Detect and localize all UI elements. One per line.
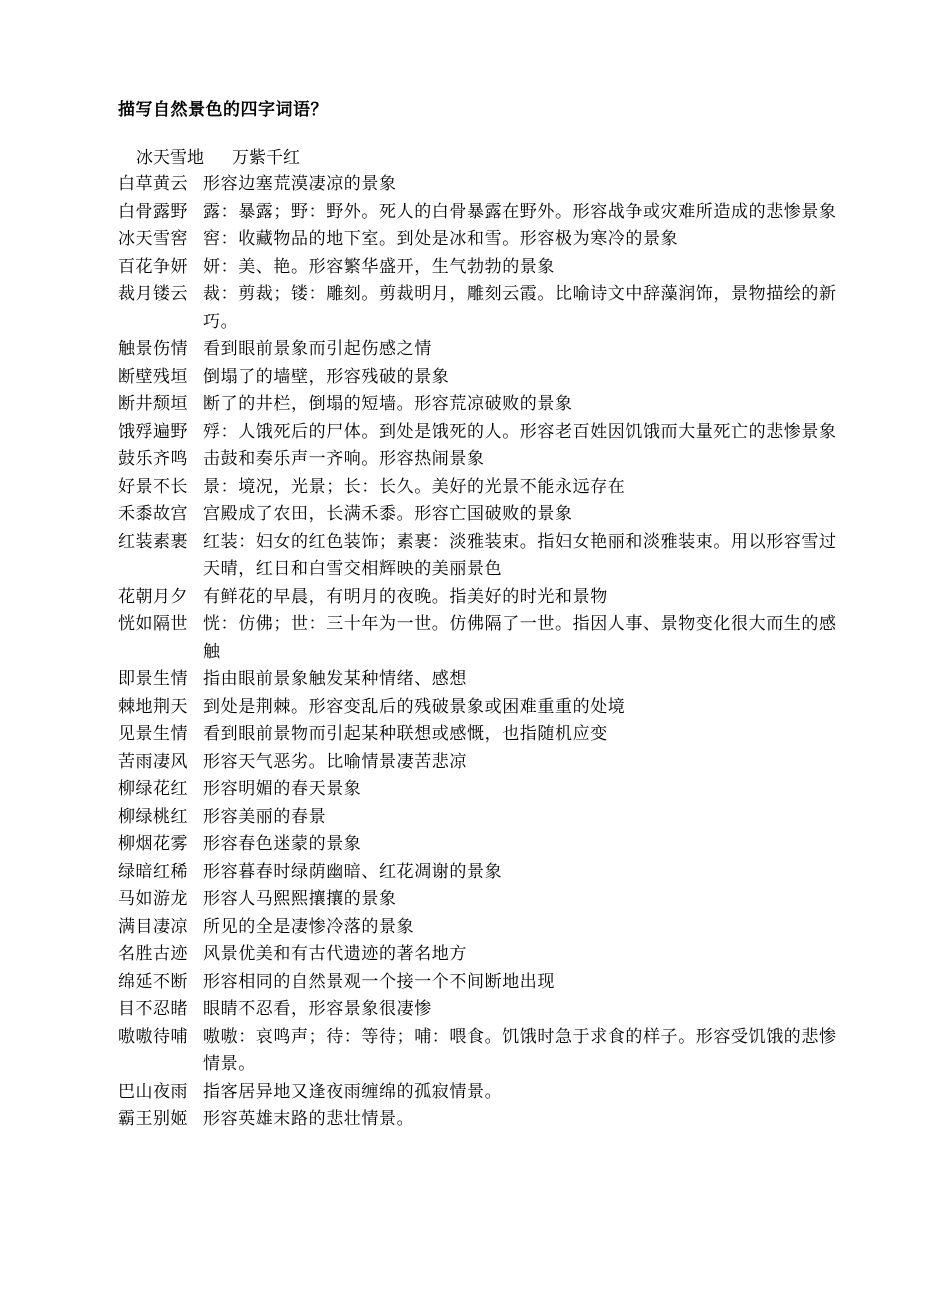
idiom-definition: 到处是荆棘。形容变乱后的残破景象或困难重重的处境 <box>203 696 626 717</box>
idiom-definition: 形容暮春时绿荫幽暗、红花凋谢的景象 <box>203 861 503 882</box>
idiom-definition: 宫殿成了农田，长满禾黍。形容亡国破败的景象 <box>203 504 573 524</box>
idiom-entry <box>118 1079 848 1107</box>
idiom-definition: 形容天气恶劣。比喻情景凄苦悲凉 <box>203 751 467 772</box>
idiom-list <box>118 171 848 1134</box>
idiom-entry <box>118 611 848 666</box>
idiom-definition: 形容春色迷蒙的景象 <box>203 834 362 854</box>
idiom-entry <box>118 694 848 722</box>
idiom-definition: 倒塌了的墙壁，形容残破的景象 <box>203 366 450 387</box>
idiom-term: 嗷嗷待哺 <box>118 1026 188 1047</box>
idiom-entry <box>118 666 848 694</box>
idiom-entry <box>118 171 848 199</box>
idiom-definition: 形容相同的自然景观一个接一个不间断地出现 <box>203 971 555 992</box>
idiom-term: 柳绿花红 <box>118 779 188 799</box>
idiom-definition: 形容人马熙熙攘攘的景象 <box>203 889 397 909</box>
idiom-entry <box>118 776 848 804</box>
idiom-definition: 景：境况，光景；长：长久。美好的光景不能永远存在 <box>203 476 626 497</box>
idiom-entry <box>118 419 848 447</box>
idiom-entry <box>118 941 848 969</box>
idiom-definition: 嗷嗷：哀鸣声；待：等待；哺：喂食。饥饿时急于求食的样子。形容受饥饿的悲惨情景。 <box>203 1026 837 1074</box>
idiom-term: 禾黍故宫 <box>118 504 188 524</box>
idiom-term: 百花争妍 <box>118 256 188 277</box>
idiom-entry <box>118 721 848 749</box>
idiom-term: 触景伤情 <box>118 339 188 359</box>
idiom-definition: 形容英雄末路的悲壮情景。 <box>203 1109 415 1129</box>
idiom-entry <box>118 529 848 584</box>
idiom-entry <box>118 364 848 392</box>
intro-term-2: 万紫千红 <box>232 148 300 168</box>
idiom-entry <box>118 474 848 502</box>
intro-line <box>118 145 848 171</box>
idiom-entry <box>118 199 848 227</box>
idiom-entry <box>118 1024 848 1079</box>
idiom-definition: 露：暴露；野：野外。死人的白骨暴露在野外。形容战争或灾难所造成的悲惨景象 <box>203 201 837 222</box>
idiom-definition: 指客居异地又逢夜雨缠绵的孤寂情景。 <box>203 1081 503 1102</box>
idiom-definition: 裁：剪裁；镂：雕刻。剪裁明月，雕刻云霞。比喻诗文中辞藻润饰，景物描绘的新巧。 <box>203 284 837 332</box>
idiom-definition: 看到眼前景物而引起某种联想或感慨，也指随机应变 <box>203 724 608 744</box>
idiom-term: 好景不长 <box>118 476 188 497</box>
idiom-term: 白骨露野 <box>118 201 188 222</box>
idiom-term: 恍如隔世 <box>118 614 188 634</box>
idiom-entry <box>118 336 848 364</box>
idiom-definition: 窖：收藏物品的地下室。到处是冰和雪。形容极为寒冷的景象 <box>203 229 679 249</box>
document-page <box>118 98 848 1134</box>
idiom-entry <box>118 226 848 254</box>
idiom-term: 鼓乐齐鸣 <box>118 449 188 469</box>
idiom-term: 巴山夜雨 <box>118 1081 188 1102</box>
idiom-definition: 形容明媚的春天景象 <box>203 779 362 799</box>
idiom-definition: 妍：美、艳。形容繁华盛开，生气勃勃的景象 <box>203 256 555 277</box>
idiom-entry <box>118 886 848 914</box>
idiom-definition: 殍：人饿死后的尸体。到处是饿死的人。形容老百姓因饥饿而大量死亡的悲惨景象 <box>203 421 837 442</box>
idiom-definition: 看到眼前景象而引起伤感之情 <box>203 339 432 359</box>
idiom-definition: 风景优美和有古代遗迹的著名地方 <box>203 944 467 964</box>
idiom-entry <box>118 391 848 419</box>
idiom-definition: 眼睛不忍看，形容景象很凄惨 <box>203 999 432 1019</box>
idiom-entry <box>118 996 848 1024</box>
idiom-term: 即景生情 <box>118 669 188 689</box>
idiom-definition: 形容美丽的春景 <box>203 806 327 827</box>
intro-term-1: 冰天雪地 <box>136 148 204 168</box>
idiom-term: 棘地荆天 <box>118 696 188 717</box>
idiom-term: 柳绿桃红 <box>118 806 188 827</box>
idiom-definition: 恍：仿佛；世：三十年为一世。仿佛隔了一世。指因人事、景物变化很大而生的感触 <box>203 614 837 662</box>
idiom-entry <box>118 914 848 942</box>
idiom-entry <box>118 969 848 997</box>
idiom-definition: 所见的全是凄惨冷落的景象 <box>203 916 415 937</box>
idiom-term: 柳烟花雾 <box>118 834 188 854</box>
idiom-term: 霸王别姬 <box>118 1109 188 1129</box>
idiom-term: 见景生情 <box>118 724 188 744</box>
idiom-term: 饿殍遍野 <box>118 421 188 442</box>
idiom-term: 满目凄凉 <box>118 916 188 937</box>
idiom-entry <box>118 804 848 832</box>
idiom-term: 红装素裹 <box>118 531 188 552</box>
idiom-definition: 击鼓和奏乐声一齐响。形容热闹景象 <box>203 449 485 469</box>
idiom-term: 冰天雪窖 <box>118 229 188 249</box>
idiom-term: 绵延不断 <box>118 971 188 992</box>
idiom-entry <box>118 831 848 859</box>
idiom-entry <box>118 584 848 612</box>
idiom-definition: 有鲜花的早晨，有明月的夜晚。指美好的时光和景物 <box>203 586 608 607</box>
idiom-definition: 红装：妇女的红色装饰；素裹：淡雅装束。指妇女艳丽和淡雅装束。用以形容雪过天晴，红日和白雪交相辉映的美丽景色 <box>203 531 837 579</box>
idiom-entry <box>118 501 848 529</box>
idiom-definition: 指由眼前景象触发某种情绪、感想 <box>203 669 467 689</box>
idiom-term: 裁月镂云 <box>118 284 188 304</box>
idiom-entry <box>118 1106 848 1134</box>
idiom-term: 断井颓垣 <box>118 394 188 414</box>
idiom-term: 花朝月夕 <box>118 586 188 607</box>
idiom-term: 苦雨凄风 <box>118 751 188 772</box>
idiom-term: 绿暗红稀 <box>118 861 188 882</box>
idiom-term: 名胜古迹 <box>118 944 188 964</box>
idiom-entry <box>118 254 848 282</box>
idiom-definition: 断了的井栏，倒塌的短墙。形容荒凉破败的景象 <box>203 394 573 414</box>
idiom-entry <box>118 281 848 336</box>
idiom-term: 马如游龙 <box>118 889 188 909</box>
idiom-entry <box>118 859 848 887</box>
idiom-term: 白草黄云 <box>118 174 188 194</box>
idiom-definition: 形容边塞荒漠凄凉的景象 <box>203 174 397 194</box>
idiom-term: 断壁残垣 <box>118 366 188 387</box>
document-title: 描写自然景色的四字词语？ <box>118 100 328 120</box>
idiom-term: 目不忍睹 <box>118 999 188 1019</box>
idiom-entry <box>118 446 848 474</box>
idiom-entry <box>118 749 848 777</box>
